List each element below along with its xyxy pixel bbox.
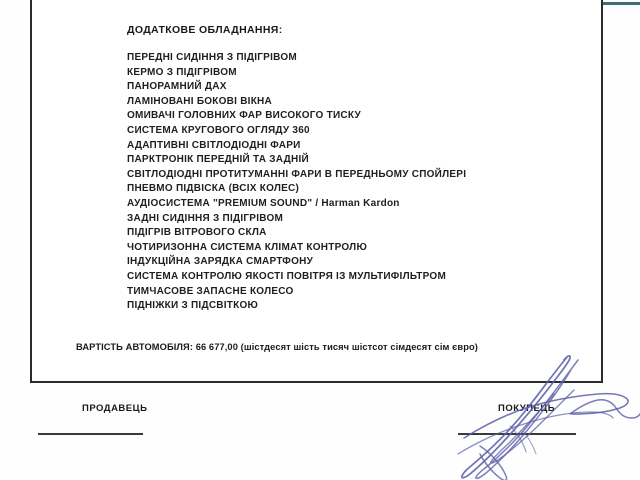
buyer-signature-line (458, 433, 576, 435)
list-item: ЗАДНІ СИДІННЯ З ПІДІГРІВОМ (127, 212, 284, 224)
list-item: ПІДІГРІВ ВІТРОВОГО СКЛА (127, 227, 267, 239)
list-item: ІНДУКЦІЙНА ЗАРЯДКА СМАРТФОНУ (127, 256, 314, 268)
equipment-list (127, 51, 466, 314)
seller-signature-line (38, 433, 143, 435)
list-item: ПІДНІЖКИ З ПІДСВІТКОЮ (127, 300, 259, 312)
vehicle-price-line: ВАРТІСТЬ АВТОМОБІЛЯ: 66 677,00 (шістдесят шість тисяч шістсот сімдесят сім євро) (76, 342, 478, 352)
equipment-box (30, 0, 603, 383)
list-item: АУДІОСИСТЕМА "PREMIUM SOUND" / Harman Kardon (127, 197, 400, 209)
list-item: ЛАМІНОВАНІ БОКОВІ ВІКНА (127, 95, 272, 107)
equipment-heading: ДОДАТКОВЕ ОБЛАДНАННЯ: (127, 24, 283, 36)
buyer-label: ПОКУПЕЦЬ (498, 403, 556, 414)
list-item: ТИМЧАСОВЕ ЗАПАСНЕ КОЛЕСО (127, 285, 294, 297)
list-item: ПЕРЕДНІ СИДІННЯ З ПІДІГРІВОМ (127, 52, 297, 63)
list-item: ОМИВАЧІ ГОЛОВНИХ ФАР ВИСОКОГО ТИСКУ (127, 110, 361, 122)
list-item: ПАРКТРОНІК ПЕРЕДНІЙ ТА ЗАДНІЙ (127, 154, 309, 166)
list-item: КЕРМО З ПІДІГРІВОМ (127, 66, 237, 78)
signature-area (0, 390, 640, 480)
list-item: СИСТЕМА КРУГОВОГО ОГЛЯДУ 360 (127, 124, 310, 136)
list-item: ПНЕВМО ПІДВІСКА (ВСІХ КОЛЕС) (127, 183, 300, 195)
list-item: СИСТЕМА КОНТРОЛЮ ЯКОСТІ ПОВІТРЯ ІЗ МУЛЬТИФІЛЬТРОМ (127, 270, 447, 282)
seller-label: ПРОДАВЕЦЬ (82, 403, 148, 414)
list-item: СВІТЛОДІОДНІ ПРОТИТУМАННІ ФАРИ В ПЕРЕДНЬОМУ СПОЙЛЕРІ (127, 168, 467, 180)
list-item: ЧОТИРИЗОННА СИСТЕМА КЛІМАТ КОНТРОЛЮ (127, 241, 367, 253)
list-item: ПАНОРАМНИЙ ДАХ (127, 81, 227, 93)
list-item: АДАПТИВНІ СВІТЛОДІОДНІ ФАРИ (127, 139, 301, 151)
